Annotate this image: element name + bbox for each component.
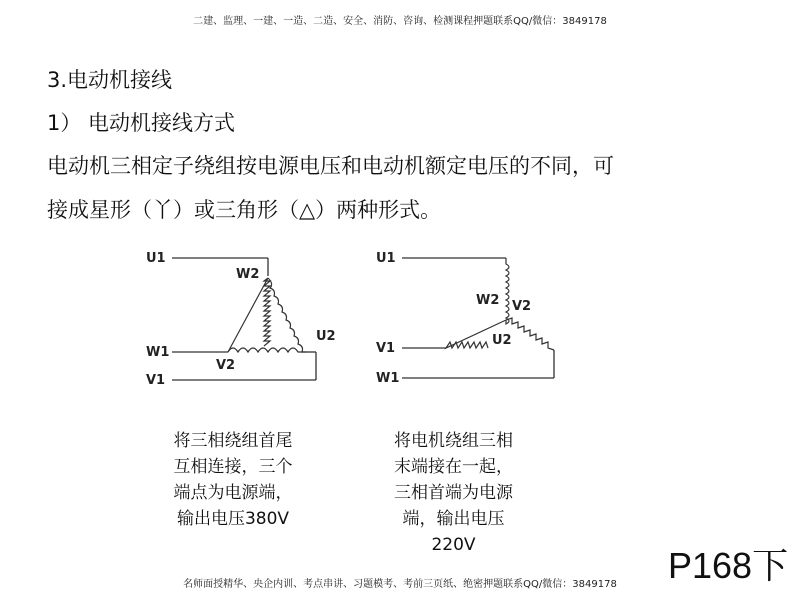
coil-u2 [268,278,306,352]
caption-delta [148,428,318,532]
label-u2-delta: U2 [316,329,336,344]
label-v1-star: V1 [376,341,396,356]
label-w1-star: W1 [376,371,400,386]
label-w2-delta: W2 [236,267,260,282]
subsection-title: 1） 电动机接线方式 [47,111,236,135]
footer-banner: 名师面授精华、央企内训、考点串讲、习题模考、考前三页纸、绝密押题联系QQ/微信：3849178 [183,579,617,590]
label-v1-delta: V1 [146,373,166,388]
section-title: 3.电动机接线 [47,68,173,92]
label-u2-star: U2 [492,333,512,348]
label-w2-star: W2 [476,293,500,308]
caption-star-line: 将电机绕组三相 [394,431,513,451]
wiring-diagrams [140,232,580,402]
label-v2-delta: V2 [216,358,236,373]
caption-star-line: 端，输出电压 [402,509,505,529]
coil-v2 [228,348,306,352]
caption-delta-line: 互相连接，三个 [173,457,293,477]
label-u1-star: U1 [376,251,396,266]
coil-w2 [228,278,270,352]
coil-u2-star [506,318,554,350]
star-connection-diagram [376,251,554,386]
label-v2-star: V2 [512,299,532,314]
coil-w2-star [506,258,509,324]
delta-connection-diagram [146,251,336,388]
header-banner: 二建、监理、一建、一造、二造、安全、消防、咨询、检测课程押题联系QQ/微信：3849178 [193,16,607,27]
caption-star-line: 末端接在一起， [394,457,513,477]
caption-delta-line: 端点为电源端， [173,483,293,503]
caption-delta-line: 输出电压380V [176,509,290,529]
caption-star-line: 三相首端为电源 [394,483,513,503]
label-w1-delta: W1 [146,345,170,360]
page-reference: P168下 [668,545,789,586]
caption-delta-line: 将三相绕组首尾 [173,431,293,451]
body-line-2: 接成星形（丫）或三角形（△）两种形式。 [47,198,442,222]
caption-star-line: 220V [431,535,476,555]
body-line-1: 电动机三相定子绕组按电源电压和电动机额定电压的不同，可 [47,154,614,178]
label-u1-delta: U1 [146,251,166,266]
caption-star [366,428,541,558]
